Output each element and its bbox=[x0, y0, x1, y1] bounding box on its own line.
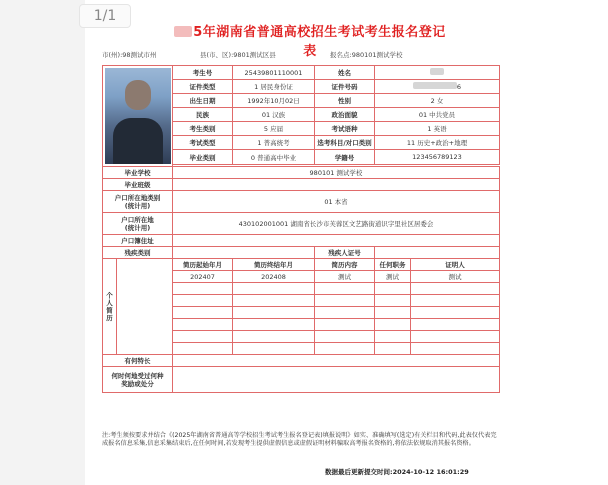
resume-start bbox=[173, 319, 233, 331]
resume-end bbox=[233, 331, 315, 343]
label-hukou-addr: 户口所在地 (统计用) bbox=[103, 213, 173, 235]
resume-witness: 测试 bbox=[411, 271, 500, 283]
row-exam-no bbox=[103, 66, 500, 80]
registration-table bbox=[102, 65, 500, 393]
resume-end bbox=[233, 307, 315, 319]
page-indicator: 1/1 bbox=[79, 4, 131, 28]
value-name bbox=[375, 66, 500, 80]
resume-position: 测试 bbox=[375, 271, 411, 283]
resume-position bbox=[375, 343, 411, 355]
label-id-type: 证件类型 bbox=[173, 80, 233, 94]
resume-position bbox=[375, 307, 411, 319]
row-residence bbox=[103, 235, 500, 247]
footnote: 注:考生须按要求并结合《(2025年湖南省普通高等学校招生考试考生报名登记表)填报说明》如实、准确填写(选定)有关栏目和代码,此表仅代表完成报名信息采集,信息采集结束后,在任何时间,若发现考生提供虚假信息或虚假证明材料骗取高考报名资格的,将依法依规取消其报名资格。 bbox=[102, 432, 497, 447]
resume-side-label: 个人简历 bbox=[105, 291, 113, 322]
label-residence: 户口簿住址 bbox=[103, 235, 173, 247]
resume-header-end: 简历终结年月 bbox=[233, 259, 315, 271]
value-hukou-addr: 430102001001 湖南省长沙市芙蓉区文艺路街道识字里社区居委会 bbox=[173, 213, 500, 235]
resume-content bbox=[315, 283, 375, 295]
photo-cell bbox=[103, 66, 173, 167]
value-hukou: 01 本省 bbox=[173, 191, 500, 213]
resume-content bbox=[315, 319, 375, 331]
header-site: 报名点:980101测试学校 bbox=[330, 51, 403, 59]
resume-witness bbox=[411, 343, 500, 355]
resume-side-cell bbox=[103, 259, 173, 355]
value-nation: 01 汉族 bbox=[233, 108, 315, 122]
label-birth: 出生日期 bbox=[173, 94, 233, 108]
resume-end bbox=[233, 295, 315, 307]
resume-witness bbox=[411, 307, 500, 319]
resume-start: 202407 bbox=[173, 271, 233, 283]
resume-position bbox=[375, 331, 411, 343]
resume-end bbox=[233, 319, 315, 331]
value-specialty bbox=[173, 355, 500, 367]
value-political: 01 中共党员 bbox=[375, 108, 500, 122]
resume-end bbox=[233, 343, 315, 355]
resume-witness bbox=[411, 319, 500, 331]
resume-witness bbox=[411, 295, 500, 307]
label-category: 考生类别 bbox=[173, 122, 233, 136]
label-name: 姓名 bbox=[315, 66, 375, 80]
applicant-photo bbox=[105, 68, 171, 164]
resume-header-content: 简历内容 bbox=[315, 259, 375, 271]
label-exam-type: 考试类型 bbox=[173, 136, 233, 150]
label-hukou: 户口所在地类别 (统计用) bbox=[103, 191, 173, 213]
resume-start bbox=[173, 307, 233, 319]
value-exam-no: 25439801110001 bbox=[233, 66, 315, 80]
value-category: 5 应届 bbox=[233, 122, 315, 136]
label-disabled-type: 残疾类别 bbox=[103, 247, 173, 259]
label-exam-no: 考生号 bbox=[173, 66, 233, 80]
id-no-suffix: 6 bbox=[456, 83, 462, 92]
value-language: 1 英语 bbox=[375, 122, 500, 136]
value-id-type: 1 居民身份证 bbox=[233, 80, 315, 94]
resume-start bbox=[173, 331, 233, 343]
value-exam-type: 1 普高统考 bbox=[233, 136, 315, 150]
resume-start bbox=[173, 295, 233, 307]
resume-header-witness: 证明人 bbox=[411, 259, 500, 271]
label-specialty: 有何特长 bbox=[103, 355, 173, 367]
row-class bbox=[103, 179, 500, 191]
label-gender: 性别 bbox=[315, 94, 375, 108]
redacted-id-no bbox=[413, 82, 457, 89]
value-residence bbox=[173, 235, 500, 247]
value-id-no bbox=[375, 80, 500, 94]
value-disabled-cert bbox=[375, 247, 500, 259]
redacted-name bbox=[430, 68, 444, 75]
label-disabled-cert: 残疾人证号 bbox=[315, 247, 375, 259]
row-awards bbox=[103, 367, 500, 393]
resume-content bbox=[315, 331, 375, 343]
label-awards: 何时何地受过何种 奖励或处分 bbox=[103, 367, 173, 393]
label-grad-type: 毕业类别 bbox=[173, 150, 233, 164]
resume-header-start: 简历起始年月 bbox=[173, 259, 233, 271]
value-birth: 1992年10月02日 bbox=[233, 94, 315, 108]
resume-end: 202408 bbox=[233, 271, 315, 283]
label-class: 毕业班级 bbox=[103, 179, 173, 191]
resume-position bbox=[375, 295, 411, 307]
row-hukou-addr bbox=[103, 213, 500, 235]
value-gender: 2 女 bbox=[375, 94, 500, 108]
last-updated: 数据最后更新提交时间:2024-10-12 16:01:29 bbox=[325, 468, 469, 476]
resume-content bbox=[315, 343, 375, 355]
resume-position bbox=[375, 319, 411, 331]
resume-content bbox=[315, 307, 375, 319]
form-title-text: 5年湖南省普通高校招生考试考生报名登记表 bbox=[193, 25, 446, 59]
resume-witness bbox=[411, 283, 500, 295]
value-student-no: 123456789123 bbox=[375, 150, 500, 164]
value-awards bbox=[173, 367, 500, 393]
resume-header-row bbox=[103, 259, 500, 271]
value-disabled-type bbox=[173, 247, 315, 259]
resume-content bbox=[315, 295, 375, 307]
value-school: 980101 测试学校 bbox=[173, 167, 500, 179]
label-id-no: 证件号码 bbox=[315, 80, 375, 94]
row-disabled bbox=[103, 247, 500, 259]
resume-position bbox=[375, 283, 411, 295]
label-nation: 民族 bbox=[173, 108, 233, 122]
header-county: 县(市、区):9801测试区县 bbox=[200, 51, 276, 59]
resume-end bbox=[233, 283, 315, 295]
resume-content: 测试 bbox=[315, 271, 375, 283]
value-subjects: 11 历史+政治+地理 bbox=[375, 136, 500, 150]
resume-start bbox=[173, 283, 233, 295]
value-grad-type: 0 普通高中毕业 bbox=[233, 150, 315, 164]
redacted-year bbox=[174, 26, 192, 37]
row-specialty bbox=[103, 355, 500, 367]
row-hukou bbox=[103, 191, 500, 213]
label-political: 政治面貌 bbox=[315, 108, 375, 122]
label-subjects: 选考科目/对口类别 bbox=[315, 136, 375, 150]
label-student-no: 学籍号 bbox=[315, 150, 375, 164]
label-language: 考试语种 bbox=[315, 122, 375, 136]
resume-header-position: 任何职务 bbox=[375, 259, 411, 271]
row-school bbox=[103, 167, 500, 179]
header-city: 市(州):98测试市州 bbox=[102, 51, 157, 59]
label-school: 毕业学校 bbox=[103, 167, 173, 179]
resume-start bbox=[173, 343, 233, 355]
resume-witness bbox=[411, 331, 500, 343]
value-class bbox=[173, 179, 500, 191]
